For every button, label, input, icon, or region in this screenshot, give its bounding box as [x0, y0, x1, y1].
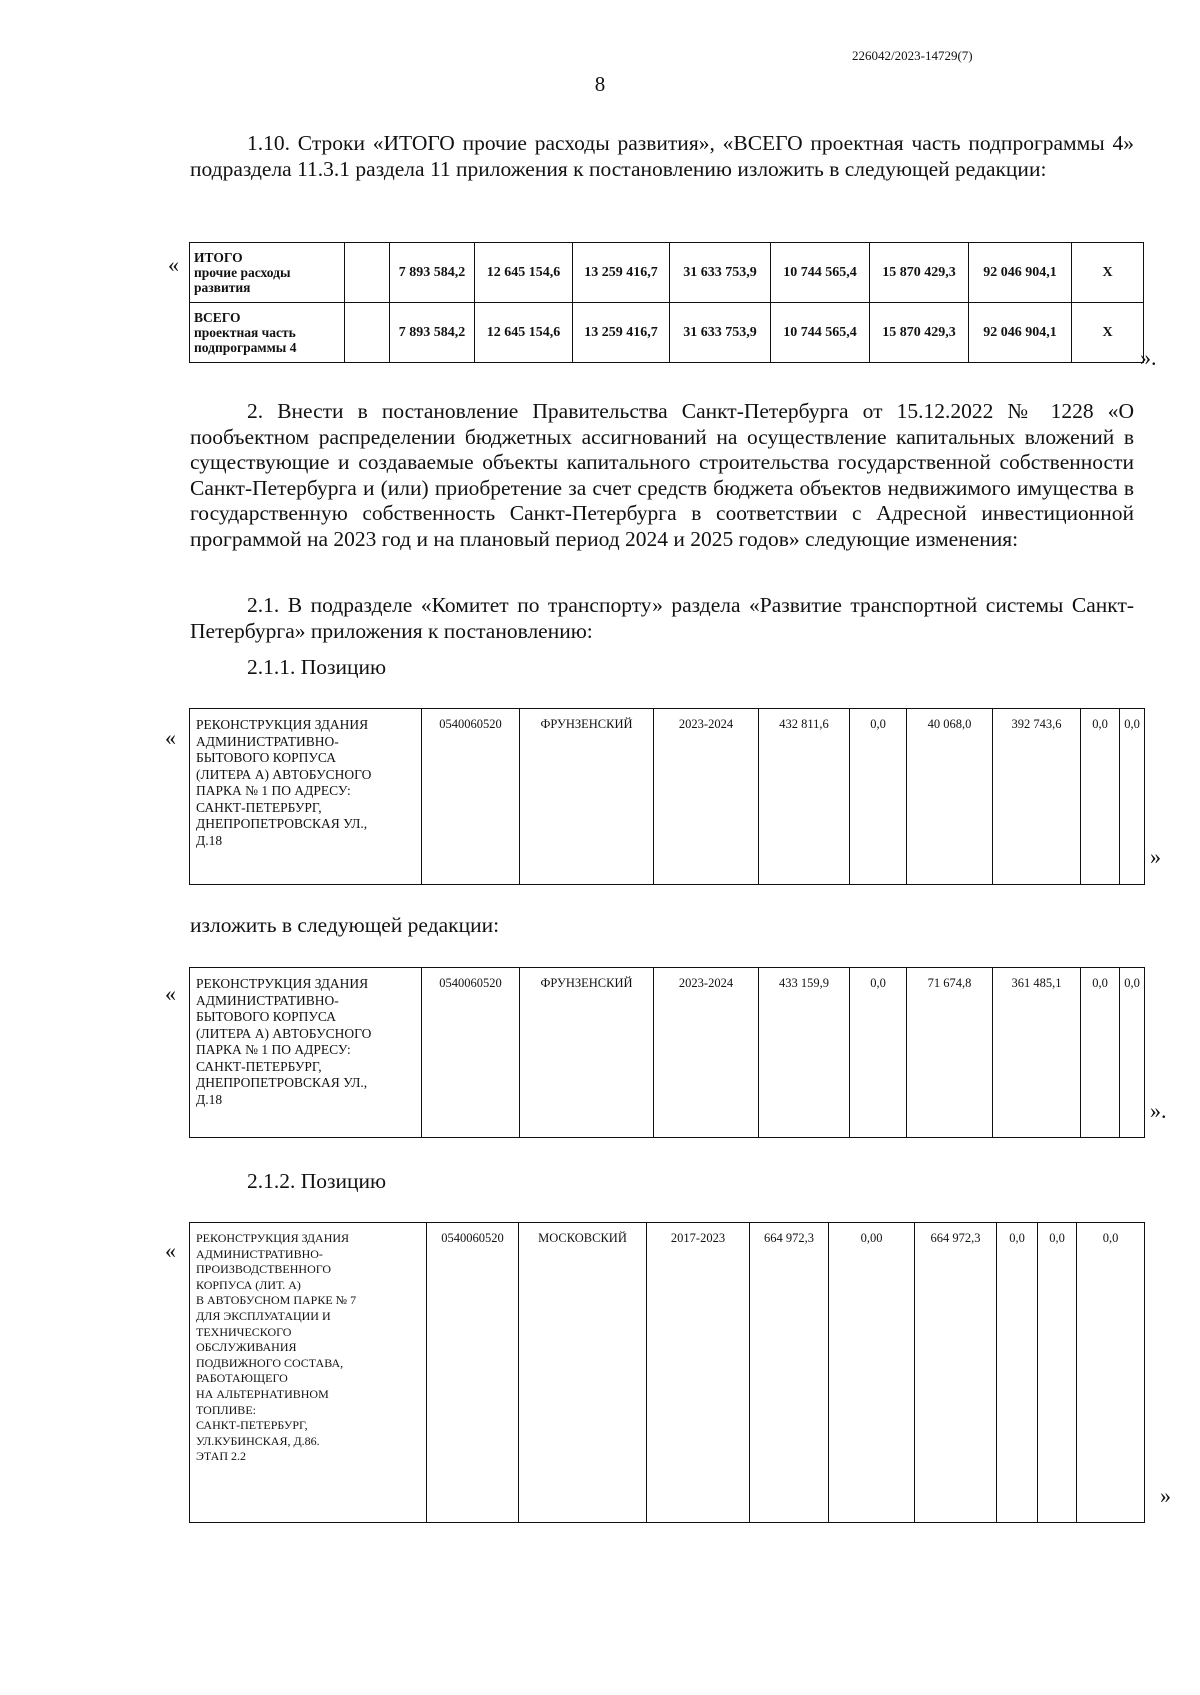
- object-name-line: ДНЕПРОПЕТРОВСКАЯ УЛ.,: [196, 1075, 368, 1090]
- totals-table: [189, 242, 1144, 363]
- value-cell: 361 485,1: [993, 968, 1081, 1138]
- object-name-line: САНКТ-ПЕТЕРБУРГ,: [196, 1058, 322, 1074]
- totals-table-row: [190, 243, 1144, 303]
- row-label-line: ИТОГО: [194, 250, 243, 265]
- value-cell: 0,0: [1081, 709, 1120, 885]
- object-name-line: РЕКОНСТРУКЦИЯ ЗДАНИЯ: [196, 1231, 350, 1245]
- value-cell: [345, 243, 390, 303]
- object-name-line: РАБОТАЮЩЕГО: [196, 1371, 288, 1386]
- table3-open-quote: «: [165, 981, 176, 1006]
- object-name-line: САНКТ-ПЕТЕРБУРГ,: [196, 799, 322, 815]
- value-cell: 0,0: [997, 1223, 1038, 1523]
- position-table-bus-park-7: [189, 1222, 1145, 1523]
- value-cell: 13 259 416,7: [573, 303, 670, 363]
- value-cell: 92 046 904,1: [969, 303, 1072, 363]
- totals-table-row: [190, 303, 1144, 363]
- value-cell: 71 674,8: [907, 968, 993, 1138]
- row-label-line: прочие расходы: [194, 265, 291, 280]
- value-cell: 12 645 154,6: [475, 243, 573, 303]
- object-name-line: ТЕХНИЧЕСКОГО: [196, 1324, 292, 1339]
- position-row: [190, 968, 1145, 1138]
- position-row: [190, 1223, 1145, 1523]
- value-cell: 31 633 753,9: [670, 243, 771, 303]
- document-number: 226042/2023-14729(7): [852, 48, 973, 63]
- value-cell: ФРУНЗЕНСКИЙ: [520, 709, 654, 885]
- value-cell: 0540060520: [422, 968, 520, 1138]
- object-name-line: АДМИНИСТРАТИВНО-: [196, 1246, 323, 1261]
- row-label-cell: [190, 303, 345, 363]
- value-cell: 31 633 753,9: [670, 303, 771, 363]
- object-name-line: (ЛИТЕРА А) АВТОБУСНОГО: [196, 766, 372, 782]
- object-name-line: (ЛИТЕРА А) АВТОБУСНОГО: [196, 1025, 372, 1041]
- object-name-line: В АВТОБУСНОМ ПАРКЕ № 7: [196, 1293, 357, 1308]
- table1-close-quote: ».: [1140, 345, 1157, 370]
- paragraph-replace: изложить в следующей редакции:: [190, 913, 500, 937]
- object-name-line: АДМИНИСТРАТИВНО-: [196, 733, 339, 749]
- value-cell: 432 811,6: [759, 709, 850, 885]
- value-cell: 0,00: [829, 1223, 915, 1523]
- row-label-line: развития: [194, 280, 251, 295]
- row-label-line: ВСЕГО: [194, 310, 241, 325]
- value-cell: [345, 303, 390, 363]
- paragraph-2-1-1: 2.1.1. Позицию: [247, 655, 387, 679]
- table3-close-quote: ».: [1150, 1098, 1167, 1123]
- value-cell: 0,0: [1077, 1223, 1145, 1523]
- value-cell: 433 159,9: [759, 968, 850, 1138]
- object-name-line: ДЛЯ ЭКСПЛУАТАЦИИ И: [196, 1308, 331, 1323]
- object-name-line: ПРОИЗВОДСТВЕННОГО: [196, 1262, 332, 1277]
- value-cell: 0,0: [850, 709, 907, 885]
- object-name-cell: [190, 1223, 427, 1523]
- object-name-line: БЫТОВОГО КОРПУСА: [196, 1009, 337, 1024]
- object-name-line: ДНЕПРОПЕТРОВСКАЯ УЛ.,: [196, 816, 368, 831]
- value-cell: 2023-2024: [654, 968, 759, 1138]
- object-name-line: ТОПЛИВЕ:: [196, 1402, 256, 1417]
- value-cell: 0,0: [850, 968, 907, 1138]
- value-cell: 13 259 416,7: [573, 243, 670, 303]
- value-cell: 15 870 429,3: [870, 303, 969, 363]
- position-table-old: [189, 708, 1145, 885]
- row-label-cell: [190, 243, 345, 303]
- table2-close-quote: »: [1150, 844, 1161, 869]
- object-name-cell: [190, 968, 422, 1138]
- position-row: [190, 709, 1145, 885]
- object-name-line: КОРПУСА (ЛИТ. А): [196, 1277, 301, 1292]
- object-name-line: ПАРКА № 1 ПО АДРЕСУ:: [196, 1042, 351, 1057]
- table2-open-quote: «: [165, 725, 176, 750]
- value-cell: ФРУНЗЕНСКИЙ: [520, 968, 654, 1138]
- value-cell: 0,0: [1038, 1223, 1077, 1523]
- object-name-line: НА АЛЬТЕРНАТИВНОМ: [196, 1386, 329, 1401]
- value-cell: 7 893 584,2: [390, 303, 475, 363]
- paragraph-1-10: 1.10. Строки «ИТОГО прочие расходы развития», «ВСЕГО проектная часть подпрограммы 4» подраздела 11.3.1 раздела 11 приложения к постановлению изложить в следующей редакции:: [190, 131, 1134, 181]
- row-label-line: проектная часть: [194, 325, 296, 340]
- value-cell: 0,0: [1120, 968, 1145, 1138]
- object-name-line: Д.18: [196, 1091, 223, 1107]
- object-name-line: ЭТАП 2.2: [196, 1449, 246, 1464]
- object-name-line: САНКТ-ПЕТЕРБУРГ,: [196, 1418, 308, 1433]
- position-table-new: [189, 967, 1145, 1138]
- value-cell: 664 972,3: [915, 1223, 997, 1523]
- object-name-line: РЕКОНСТРУКЦИЯ ЗДАНИЯ: [196, 976, 369, 991]
- value-cell: 0,0: [1120, 709, 1145, 885]
- value-cell: 2023-2024: [654, 709, 759, 885]
- page-number: 8: [594, 72, 606, 96]
- object-name-cell: [190, 709, 422, 885]
- value-cell: 92 046 904,1: [969, 243, 1072, 303]
- value-cell: 0,0: [1081, 968, 1120, 1138]
- value-cell: 7 893 584,2: [390, 243, 475, 303]
- value-cell: X: [1072, 243, 1144, 303]
- value-cell: 2017-2023: [647, 1223, 750, 1523]
- object-name-line: ПОДВИЖНОГО СОСТАВА,: [196, 1355, 344, 1370]
- object-name-line: УЛ.КУБИНСКАЯ, Д.86.: [196, 1433, 320, 1448]
- value-cell: 10 744 565,4: [771, 303, 870, 363]
- object-name-line: АДМИНИСТРАТИВНО-: [196, 992, 339, 1008]
- object-name-line: РЕКОНСТРУКЦИЯ ЗДАНИЯ: [196, 717, 369, 732]
- table4-close-quote: »: [1160, 1483, 1171, 1508]
- value-cell: X: [1072, 303, 1144, 363]
- value-cell: МОСКОВСКИЙ: [519, 1223, 647, 1523]
- object-name-line: ОБСЛУЖИВАНИЯ: [196, 1340, 297, 1355]
- row-label-line: подпрограммы 4: [194, 340, 297, 355]
- paragraph-2-1-2: 2.1.2. Позицию: [247, 1169, 387, 1193]
- value-cell: 10 744 565,4: [771, 243, 870, 303]
- object-name-line: ПАРКА № 1 ПО АДРЕСУ:: [196, 783, 351, 798]
- object-name-line: Д.18: [196, 832, 223, 848]
- object-name-line: БЫТОВОГО КОРПУСА: [196, 750, 337, 765]
- value-cell: 12 645 154,6: [475, 303, 573, 363]
- value-cell: 0540060520: [422, 709, 520, 885]
- table1-open-quote: «: [168, 252, 179, 277]
- value-cell: 392 743,6: [993, 709, 1081, 885]
- paragraph-2-1: 2.1. В подразделе «Комитет по транспорту» раздела «Развитие транспортной системы Санкт-Петербурга» приложения к постановлению:: [190, 593, 1134, 643]
- value-cell: 0540060520: [427, 1223, 519, 1523]
- paragraph-2: 2. Внести в постановление Правительства Санкт-Петербурга от 15.12.2022 № 1228 «О пообъектном распределении бюджетных ассигнований на осуществление капитальных вложений в существующие и создаваемые объекты капитального строительства государственной собственности Санкт-Петербурга и (или) приобретение за счет средств бюджета объектов недвижимого имущества в государственную собственность Санкт-Петербурга в соответствии с Адресной инвестиционной программой на 2023 год и на плановый период 2024 и 2025 годов» следующие изменения:: [190, 399, 1134, 551]
- table4-open-quote: «: [165, 1238, 176, 1263]
- value-cell: 664 972,3: [750, 1223, 829, 1523]
- value-cell: 40 068,0: [907, 709, 993, 885]
- value-cell: 15 870 429,3: [870, 243, 969, 303]
